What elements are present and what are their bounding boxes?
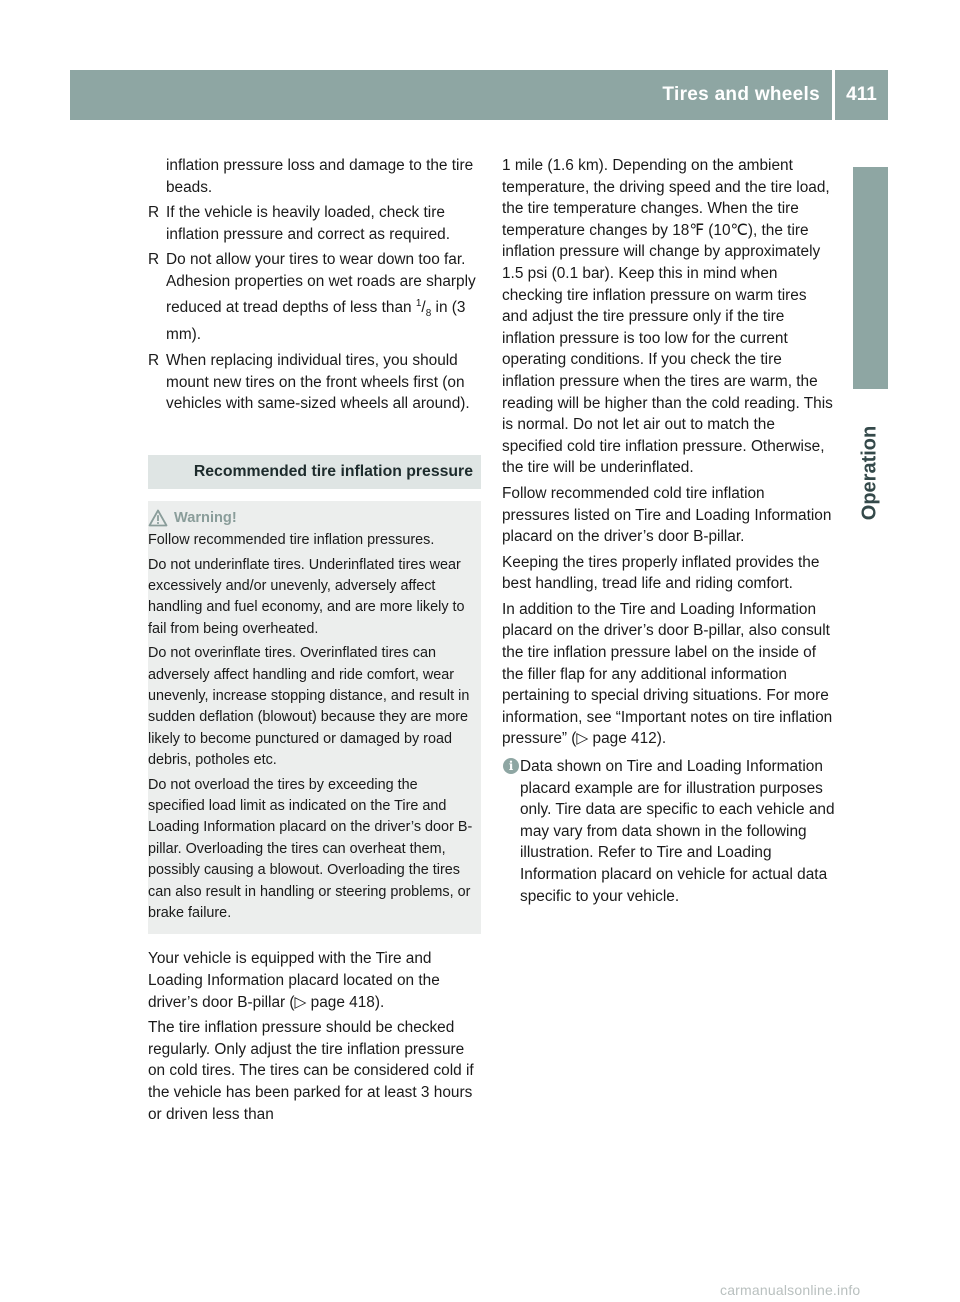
bullet-marker: R	[148, 351, 160, 369]
list-item-text: If the vehicle is heavily loaded, check tire inflation pressure and correct as required.	[166, 204, 451, 243]
right-column	[502, 155, 836, 907]
warning-title	[148, 508, 475, 529]
bullet-marker: R	[148, 204, 160, 222]
info-note	[502, 756, 836, 907]
paragraph-continuation: inflation pressure loss and damage to the tire beads.	[166, 157, 474, 196]
paragraph: 1 mile (1.6 km). Depending on the ambient temperature, the driving speed and the tire load, the tire temperature changes. When the tire temperature changes by 18℉ (10℃), the tire inflation pressure will change by approximately 1.5 psi (0.1 bar). Keep this in mind when checking tire inflation pressure on warm tires and adjust the tire pressure only if the tire inflation pressure is too low for the current operating conditions. If you check the tire inflation pressure when the tires are warm, the reading will be higher than the cold reading. This is normal. Do not let air out to match the specified cold tire inflation pressure. Otherwise, the tire will be underinflated.	[502, 157, 833, 477]
section-name: Operation	[858, 425, 881, 521]
paragraph: The tire inflation pressure should be checked regularly. Only adjust the tire inflation pressure on cold tires. The tires can be considered cold if the vehicle has been parked for at least 3 hours or driven less than	[148, 1019, 474, 1123]
list-item	[148, 202, 481, 245]
left-column	[148, 155, 481, 1129]
page-reference-link[interactable]: ▷ page 412	[576, 730, 657, 748]
side-tab-block	[853, 167, 888, 389]
warning-label: Warning!	[174, 509, 237, 526]
list-item	[148, 350, 481, 415]
paragraph-text: Your vehicle is equipped with the Tire and Loading Information placard located on the driver’s door B-pillar (	[148, 950, 440, 1011]
side-tab-label	[852, 388, 888, 558]
fraction-numerator: 1	[415, 297, 422, 309]
chapter-title: Tires and wheels	[662, 84, 820, 105]
paragraph-text: ).	[374, 993, 385, 1011]
warning-text: Do not overload the tires by exceeding the specified load limit as indicated on the Tire and Loading Information placard on the driver’s door B-pillar. Overloading the tires can overheat them, possibly causing a blowout. Overloading the tires can also result in handling or steering problems, or brake failure.	[148, 776, 473, 922]
warning-text: Follow recommended tire inflation pressures.	[148, 532, 435, 549]
list-item-text: in (3 mm).	[166, 298, 466, 344]
paragraph	[148, 948, 481, 1013]
section-heading: Recommended tire inflation pressure	[148, 455, 481, 489]
info-icon: i	[503, 758, 519, 774]
list-item-text: Do not allow your tires to wear down too far. Adhesion properties on wet roads are sharply reduced at tread depths of less than	[166, 251, 476, 316]
bullet-marker: R	[148, 251, 160, 269]
page-number: 411	[846, 84, 877, 105]
paragraph	[502, 599, 836, 750]
warning-triangle-icon	[148, 509, 168, 527]
paragraph: Keeping the tires properly inflated provides the best handling, tread life and riding comfort.	[502, 553, 820, 593]
paragraph: Follow recommended cold tire inflation pressures listed on Tire and Loading Information placard on the driver’s door B-pillar.	[502, 484, 832, 546]
paragraph-text: In addition to the Tire and Loading Information placard on the driver’s door B-pillar, also consult the tire inflation pressure label on the inside of the filler flap for any additional information pertaining to special driving situations. For more information, see “Important notes on tire inflation pressure” (	[502, 600, 833, 748]
warning-text: Do not underinflate tires. Underinflated tires wear excessively and/or unevenly, adversely affect handling and fuel economy, and are more likely to fail from being overheated.	[148, 556, 465, 637]
paragraph-text: ).	[656, 730, 667, 748]
warning-box	[148, 501, 481, 935]
fraction-denominator: 8	[425, 307, 432, 319]
info-text: Data shown on Tire and Loading Information placard example are for illustration purposes only. Tire data are specific to each vehicle and may vary from data shown in the following illustration. Refer to Tire and Loading Information placard on vehicle for actual data specific to your vehicle.	[520, 758, 835, 905]
fraction-slash: /	[421, 298, 426, 316]
warning-text: Do not overinflate tires. Overinflated tires can adversely affect handling and ride comfort, wear unevenly, increase stopping distance, and result in sudden deflation (blowout) because they are more likely to become punctured or damaged by road debris, potholes etc.	[148, 645, 470, 769]
page-header	[70, 70, 888, 120]
list-item-text: When replacing individual tires, you should mount new tires on the front wheels first (on vehicles with same-sized wheels all around).	[166, 351, 470, 413]
list-item	[148, 249, 481, 346]
watermark: carmanualsonline.info	[720, 1282, 861, 1298]
page-reference-link[interactable]: ▷ page 418	[294, 993, 375, 1011]
